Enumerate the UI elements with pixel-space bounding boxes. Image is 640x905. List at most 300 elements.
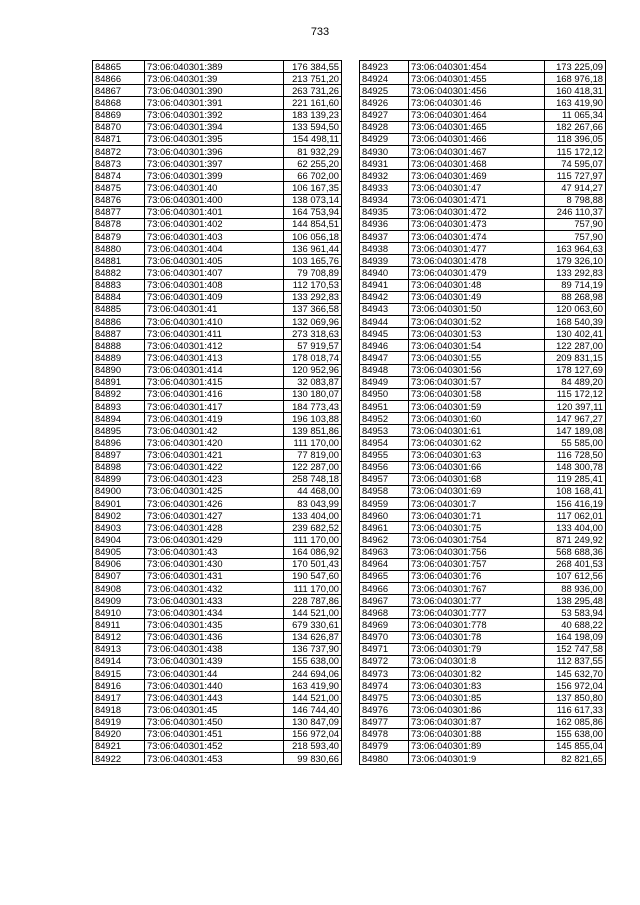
value-cell: 871 249,92 — [545, 534, 606, 546]
table-row — [93, 728, 342, 740]
table-row — [360, 182, 606, 194]
table-row — [93, 243, 342, 255]
cadastral-number-cell: 73:06:040301:403 — [145, 230, 284, 242]
cadastral-number-cell: 73:06:040301:55 — [409, 352, 545, 364]
row-number-cell: 84953 — [360, 425, 409, 437]
row-number-cell: 84971 — [360, 643, 409, 655]
table-row — [360, 194, 606, 206]
row-number-cell: 84920 — [93, 728, 145, 740]
value-cell: 134 626,87 — [284, 631, 342, 643]
cadastral-number-cell: 73:06:040301:417 — [145, 400, 284, 412]
row-number-cell: 84966 — [360, 583, 409, 595]
cadastral-number-cell: 73:06:040301:400 — [145, 194, 284, 206]
table-row — [93, 473, 342, 485]
table-row — [93, 680, 342, 692]
value-cell: 156 972,04 — [284, 728, 342, 740]
table-row — [93, 109, 342, 121]
row-number-cell: 84931 — [360, 158, 409, 170]
row-number-cell: 84923 — [360, 61, 409, 73]
cadastral-number-cell: 73:06:040301:412 — [145, 340, 284, 352]
row-number-cell: 84881 — [93, 255, 145, 267]
cadastral-number-cell: 73:06:040301:429 — [145, 534, 284, 546]
cadastral-number-cell: 73:06:040301:85 — [409, 692, 545, 704]
table-row — [93, 121, 342, 133]
cadastral-number-cell: 73:06:040301:42 — [145, 425, 284, 437]
cadastral-number-cell: 73:06:040301:82 — [409, 668, 545, 680]
value-cell: 119 285,41 — [545, 473, 606, 485]
cadastral-number-cell: 73:06:040301:61 — [409, 425, 545, 437]
row-number-cell: 84896 — [93, 437, 145, 449]
cadastral-number-cell: 73:06:040301:56 — [409, 364, 545, 376]
table-row — [93, 85, 342, 97]
cadastral-number-cell: 73:06:040301:433 — [145, 595, 284, 607]
row-number-cell: 84946 — [360, 340, 409, 352]
value-cell: 122 287,00 — [284, 461, 342, 473]
value-cell: 168 540,39 — [545, 315, 606, 327]
table-row — [93, 655, 342, 667]
value-cell: 40 688,22 — [545, 619, 606, 631]
table-row — [93, 279, 342, 291]
cadastral-number-cell: 73:06:040301:76 — [409, 570, 545, 582]
value-cell: 120 952,96 — [284, 364, 342, 376]
row-number-cell: 84933 — [360, 182, 409, 194]
row-number-cell: 84904 — [93, 534, 145, 546]
cadastral-number-cell: 73:06:040301:439 — [145, 655, 284, 667]
row-number-cell: 84935 — [360, 206, 409, 218]
cadastral-number-cell: 73:06:040301:465 — [409, 121, 545, 133]
value-cell: 137 366,58 — [284, 303, 342, 315]
cadastral-number-cell: 73:06:040301:405 — [145, 255, 284, 267]
value-cell: 244 694,06 — [284, 668, 342, 680]
table-row — [360, 619, 606, 631]
row-number-cell: 84918 — [93, 704, 145, 716]
value-cell: 77 819,00 — [284, 449, 342, 461]
row-number-cell: 84870 — [93, 121, 145, 133]
cadastral-number-cell: 73:06:040301:430 — [145, 558, 284, 570]
cadastral-number-cell: 73:06:040301:71 — [409, 510, 545, 522]
value-cell: 221 161,60 — [284, 97, 342, 109]
cadastral-number-cell: 73:06:040301:397 — [145, 158, 284, 170]
value-cell: 11 065,34 — [545, 109, 606, 121]
table-row — [93, 352, 342, 364]
table-row — [93, 425, 342, 437]
value-cell: 89 714,19 — [545, 279, 606, 291]
value-cell: 757,90 — [545, 218, 606, 230]
table-row — [93, 255, 342, 267]
value-cell: 190 547,60 — [284, 570, 342, 582]
cadastral-number-cell: 73:06:040301:9 — [409, 753, 545, 765]
cadastral-number-cell: 73:06:040301:8 — [409, 655, 545, 667]
row-number-cell: 84948 — [360, 364, 409, 376]
cadastral-number-cell: 73:06:040301:436 — [145, 631, 284, 643]
row-number-cell: 84880 — [93, 243, 145, 255]
value-cell: 88 936,00 — [545, 583, 606, 595]
value-cell: 112 837,55 — [545, 655, 606, 667]
value-cell: 130 847,09 — [284, 716, 342, 728]
row-number-cell: 84941 — [360, 279, 409, 291]
cadastral-number-cell: 73:06:040301:69 — [409, 485, 545, 497]
value-cell: 133 404,00 — [545, 522, 606, 534]
table-row — [93, 303, 342, 315]
row-number-cell: 84932 — [360, 170, 409, 182]
table-row — [360, 728, 606, 740]
row-number-cell: 84947 — [360, 352, 409, 364]
table-row — [360, 655, 606, 667]
row-number-cell: 84871 — [93, 133, 145, 145]
table-row — [93, 218, 342, 230]
value-cell: 145 632,70 — [545, 668, 606, 680]
table-row — [360, 121, 606, 133]
cadastral-number-cell: 73:06:040301:86 — [409, 704, 545, 716]
cadastral-number-cell: 73:06:040301:83 — [409, 680, 545, 692]
cadastral-number-cell: 73:06:040301:49 — [409, 291, 545, 303]
cadastral-number-cell: 73:06:040301:87 — [409, 716, 545, 728]
cadastral-number-cell: 73:06:040301:756 — [409, 546, 545, 558]
table-row — [360, 595, 606, 607]
row-number-cell: 84876 — [93, 194, 145, 206]
table-row — [360, 546, 606, 558]
row-number-cell: 84909 — [93, 595, 145, 607]
table-row — [93, 328, 342, 340]
cadastral-number-cell: 73:06:040301:401 — [145, 206, 284, 218]
table-row — [360, 473, 606, 485]
cadastral-number-cell: 73:06:040301:415 — [145, 376, 284, 388]
value-cell: 196 103,88 — [284, 413, 342, 425]
cadastral-number-cell: 73:06:040301:58 — [409, 388, 545, 400]
cadastral-number-cell: 73:06:040301:391 — [145, 97, 284, 109]
table-row — [360, 583, 606, 595]
cadastral-number-cell: 73:06:040301:443 — [145, 692, 284, 704]
row-number-cell: 84925 — [360, 85, 409, 97]
table-row — [360, 558, 606, 570]
table-row — [93, 145, 342, 157]
cadastral-number-cell: 73:06:040301:62 — [409, 437, 545, 449]
value-cell: 133 292,83 — [284, 291, 342, 303]
row-number-cell: 84937 — [360, 230, 409, 242]
cadastral-number-cell: 73:06:040301:408 — [145, 279, 284, 291]
cadastral-number-cell: 73:06:040301:396 — [145, 145, 284, 157]
value-cell: 111 170,00 — [284, 583, 342, 595]
table-row — [360, 364, 606, 376]
value-cell: 106 056,18 — [284, 230, 342, 242]
value-cell: 179 326,10 — [545, 255, 606, 267]
table-row — [93, 607, 342, 619]
value-cell: 163 419,90 — [284, 680, 342, 692]
row-number-cell: 84950 — [360, 388, 409, 400]
cadastral-number-cell: 73:06:040301:47 — [409, 182, 545, 194]
row-number-cell: 84963 — [360, 546, 409, 558]
value-cell: 83 043,99 — [284, 498, 342, 510]
table-row — [93, 400, 342, 412]
cadastral-number-cell: 73:06:040301:777 — [409, 607, 545, 619]
cadastral-number-cell: 73:06:040301:454 — [409, 61, 545, 73]
cadastral-number-cell: 73:06:040301:88 — [409, 728, 545, 740]
row-number-cell: 84885 — [93, 303, 145, 315]
value-cell: 57 919,57 — [284, 340, 342, 352]
value-cell: 115 172,12 — [545, 388, 606, 400]
table-row — [93, 510, 342, 522]
page-number: 733 — [310, 26, 330, 38]
table-row — [360, 206, 606, 218]
value-cell: 209 831,15 — [545, 352, 606, 364]
table-row — [93, 170, 342, 182]
value-cell: 162 085,86 — [545, 716, 606, 728]
row-number-cell: 84951 — [360, 400, 409, 412]
table-row — [93, 461, 342, 473]
value-cell: 79 708,89 — [284, 267, 342, 279]
table-row — [360, 291, 606, 303]
left-register-table — [92, 60, 342, 765]
value-cell: 156 416,19 — [545, 498, 606, 510]
row-number-cell: 84975 — [360, 692, 409, 704]
table-row — [360, 61, 606, 73]
table-row — [93, 230, 342, 242]
row-number-cell: 84902 — [93, 510, 145, 522]
cadastral-number-cell: 73:06:040301:422 — [145, 461, 284, 473]
row-number-cell: 84866 — [93, 73, 145, 85]
value-cell: 112 170,53 — [284, 279, 342, 291]
cadastral-number-cell: 73:06:040301:399 — [145, 170, 284, 182]
table-row — [360, 570, 606, 582]
value-cell: 163 419,90 — [545, 97, 606, 109]
table-row — [360, 607, 606, 619]
row-number-cell: 84921 — [93, 740, 145, 752]
row-number-cell: 84939 — [360, 255, 409, 267]
value-cell: 170 501,43 — [284, 558, 342, 570]
cadastral-number-cell: 73:06:040301:423 — [145, 473, 284, 485]
table-row — [360, 315, 606, 327]
cadastral-number-cell: 73:06:040301:59 — [409, 400, 545, 412]
row-number-cell: 84978 — [360, 728, 409, 740]
value-cell: 108 168,41 — [545, 485, 606, 497]
table-row — [360, 400, 606, 412]
value-cell: 106 167,35 — [284, 182, 342, 194]
value-cell: 116 617,33 — [545, 704, 606, 716]
value-cell: 228 787,86 — [284, 595, 342, 607]
value-cell: 154 498,11 — [284, 133, 342, 145]
table-row — [360, 740, 606, 752]
cadastral-number-cell: 73:06:040301:469 — [409, 170, 545, 182]
value-cell: 82 821,65 — [545, 753, 606, 765]
cadastral-number-cell: 73:06:040301:431 — [145, 570, 284, 582]
cadastral-number-cell: 73:06:040301:402 — [145, 218, 284, 230]
cadastral-number-cell: 73:06:040301:419 — [145, 413, 284, 425]
value-cell: 218 593,40 — [284, 740, 342, 752]
table-row — [93, 376, 342, 388]
row-number-cell: 84968 — [360, 607, 409, 619]
row-number-cell: 84912 — [93, 631, 145, 643]
row-number-cell: 84942 — [360, 291, 409, 303]
value-cell: 117 062,01 — [545, 510, 606, 522]
table-row — [360, 413, 606, 425]
cadastral-number-cell: 73:06:040301:39 — [145, 73, 284, 85]
table-row — [93, 182, 342, 194]
value-cell: 133 594,50 — [284, 121, 342, 133]
value-cell: 184 773,43 — [284, 400, 342, 412]
row-number-cell: 84956 — [360, 461, 409, 473]
table-row — [93, 449, 342, 461]
row-number-cell: 84888 — [93, 340, 145, 352]
cadastral-number-cell: 73:06:040301:435 — [145, 619, 284, 631]
cadastral-number-cell: 73:06:040301:428 — [145, 522, 284, 534]
value-cell: 152 747,58 — [545, 643, 606, 655]
value-cell: 74 595,07 — [545, 158, 606, 170]
table-row — [360, 243, 606, 255]
cadastral-number-cell: 73:06:040301:451 — [145, 728, 284, 740]
value-cell: 178 127,69 — [545, 364, 606, 376]
cadastral-number-cell: 73:06:040301:404 — [145, 243, 284, 255]
value-cell: 120 063,60 — [545, 303, 606, 315]
row-number-cell: 84878 — [93, 218, 145, 230]
row-number-cell: 84897 — [93, 449, 145, 461]
row-number-cell: 84869 — [93, 109, 145, 121]
row-number-cell: 84868 — [93, 97, 145, 109]
table-row — [93, 619, 342, 631]
row-number-cell: 84907 — [93, 570, 145, 582]
row-number-cell: 84962 — [360, 534, 409, 546]
row-number-cell: 84914 — [93, 655, 145, 667]
table-row — [360, 534, 606, 546]
cadastral-number-cell: 73:06:040301:390 — [145, 85, 284, 97]
row-number-cell: 84886 — [93, 315, 145, 327]
value-cell: 88 268,98 — [545, 291, 606, 303]
cadastral-number-cell: 73:06:040301:757 — [409, 558, 545, 570]
value-cell: 133 404,00 — [284, 510, 342, 522]
cadastral-number-cell: 73:06:040301:474 — [409, 230, 545, 242]
table-row — [93, 388, 342, 400]
row-number-cell: 84974 — [360, 680, 409, 692]
row-number-cell: 84906 — [93, 558, 145, 570]
value-cell: 148 300,78 — [545, 461, 606, 473]
row-number-cell: 84905 — [93, 546, 145, 558]
cadastral-number-cell: 73:06:040301:41 — [145, 303, 284, 315]
cadastral-number-cell: 73:06:040301:472 — [409, 206, 545, 218]
cadastral-number-cell: 73:06:040301:767 — [409, 583, 545, 595]
value-cell: 120 397,11 — [545, 400, 606, 412]
cadastral-number-cell: 73:06:040301:389 — [145, 61, 284, 73]
value-cell: 147 189,08 — [545, 425, 606, 437]
row-number-cell: 84910 — [93, 607, 145, 619]
row-number-cell: 84977 — [360, 716, 409, 728]
cadastral-number-cell: 73:06:040301:78 — [409, 631, 545, 643]
row-number-cell: 84895 — [93, 425, 145, 437]
value-cell: 213 751,20 — [284, 73, 342, 85]
row-number-cell: 84903 — [93, 522, 145, 534]
row-number-cell: 84954 — [360, 437, 409, 449]
row-number-cell: 84922 — [93, 753, 145, 765]
table-row — [93, 158, 342, 170]
row-number-cell: 84952 — [360, 413, 409, 425]
value-cell: 47 914,27 — [545, 182, 606, 194]
value-cell: 99 830,66 — [284, 753, 342, 765]
table-row — [360, 753, 606, 765]
cadastral-number-cell: 73:06:040301:414 — [145, 364, 284, 376]
row-number-cell: 84887 — [93, 328, 145, 340]
cadastral-number-cell: 73:06:040301:7 — [409, 498, 545, 510]
value-cell: 62 255,20 — [284, 158, 342, 170]
table-row — [360, 425, 606, 437]
value-cell: 66 702,00 — [284, 170, 342, 182]
table-row — [93, 206, 342, 218]
value-cell: 138 295,48 — [545, 595, 606, 607]
table-row — [93, 740, 342, 752]
cadastral-number-cell: 73:06:040301:464 — [409, 109, 545, 121]
table-row — [360, 352, 606, 364]
cadastral-number-cell: 73:06:040301:79 — [409, 643, 545, 655]
value-cell: 130 402,41 — [545, 328, 606, 340]
cadastral-number-cell: 73:06:040301:427 — [145, 510, 284, 522]
cadastral-number-cell: 73:06:040301:60 — [409, 413, 545, 425]
value-cell: 160 418,31 — [545, 85, 606, 97]
value-cell: 130 180,07 — [284, 388, 342, 400]
cadastral-number-cell: 73:06:040301:40 — [145, 182, 284, 194]
row-number-cell: 84961 — [360, 522, 409, 534]
cadastral-number-cell: 73:06:040301:50 — [409, 303, 545, 315]
cadastral-number-cell: 73:06:040301:68 — [409, 473, 545, 485]
value-cell: 273 318,63 — [284, 328, 342, 340]
row-number-cell: 84883 — [93, 279, 145, 291]
value-cell: 145 855,04 — [545, 740, 606, 752]
cadastral-number-cell: 73:06:040301:425 — [145, 485, 284, 497]
table-row — [93, 315, 342, 327]
row-number-cell: 84879 — [93, 230, 145, 242]
table-row — [93, 133, 342, 145]
value-cell: 168 976,18 — [545, 73, 606, 85]
row-number-cell: 84865 — [93, 61, 145, 73]
table-row — [360, 158, 606, 170]
row-number-cell: 84919 — [93, 716, 145, 728]
row-number-cell: 84892 — [93, 388, 145, 400]
cadastral-number-cell: 73:06:040301:57 — [409, 376, 545, 388]
cadastral-number-cell: 73:06:040301:440 — [145, 680, 284, 692]
value-cell: 163 964,63 — [545, 243, 606, 255]
table-row — [93, 558, 342, 570]
row-number-cell: 84936 — [360, 218, 409, 230]
row-number-cell: 84938 — [360, 243, 409, 255]
row-number-cell: 84898 — [93, 461, 145, 473]
cadastral-number-cell: 73:06:040301:426 — [145, 498, 284, 510]
value-cell: 146 744,40 — [284, 704, 342, 716]
value-cell: 53 583,94 — [545, 607, 606, 619]
table-row — [360, 230, 606, 242]
cadastral-number-cell: 73:06:040301:66 — [409, 461, 545, 473]
row-number-cell: 84889 — [93, 352, 145, 364]
table-row — [360, 643, 606, 655]
value-cell: 178 018,74 — [284, 352, 342, 364]
cadastral-number-cell: 73:06:040301:471 — [409, 194, 545, 206]
row-number-cell: 84943 — [360, 303, 409, 315]
row-number-cell: 84959 — [360, 498, 409, 510]
row-number-cell: 84967 — [360, 595, 409, 607]
table-row — [360, 328, 606, 340]
row-number-cell: 84911 — [93, 619, 145, 631]
cadastral-number-cell: 73:06:040301:456 — [409, 85, 545, 97]
table-row — [93, 534, 342, 546]
cadastral-number-cell: 73:06:040301:434 — [145, 607, 284, 619]
row-number-cell: 84973 — [360, 668, 409, 680]
row-number-cell: 84916 — [93, 680, 145, 692]
table-row — [360, 510, 606, 522]
value-cell: 164 198,09 — [545, 631, 606, 643]
table-row — [93, 194, 342, 206]
cadastral-number-cell: 73:06:040301:411 — [145, 328, 284, 340]
value-cell: 757,90 — [545, 230, 606, 242]
table-row — [93, 595, 342, 607]
table-row — [360, 668, 606, 680]
value-cell: 32 083,87 — [284, 376, 342, 388]
cadastral-number-cell: 73:06:040301:46 — [409, 97, 545, 109]
value-cell: 138 073,14 — [284, 194, 342, 206]
